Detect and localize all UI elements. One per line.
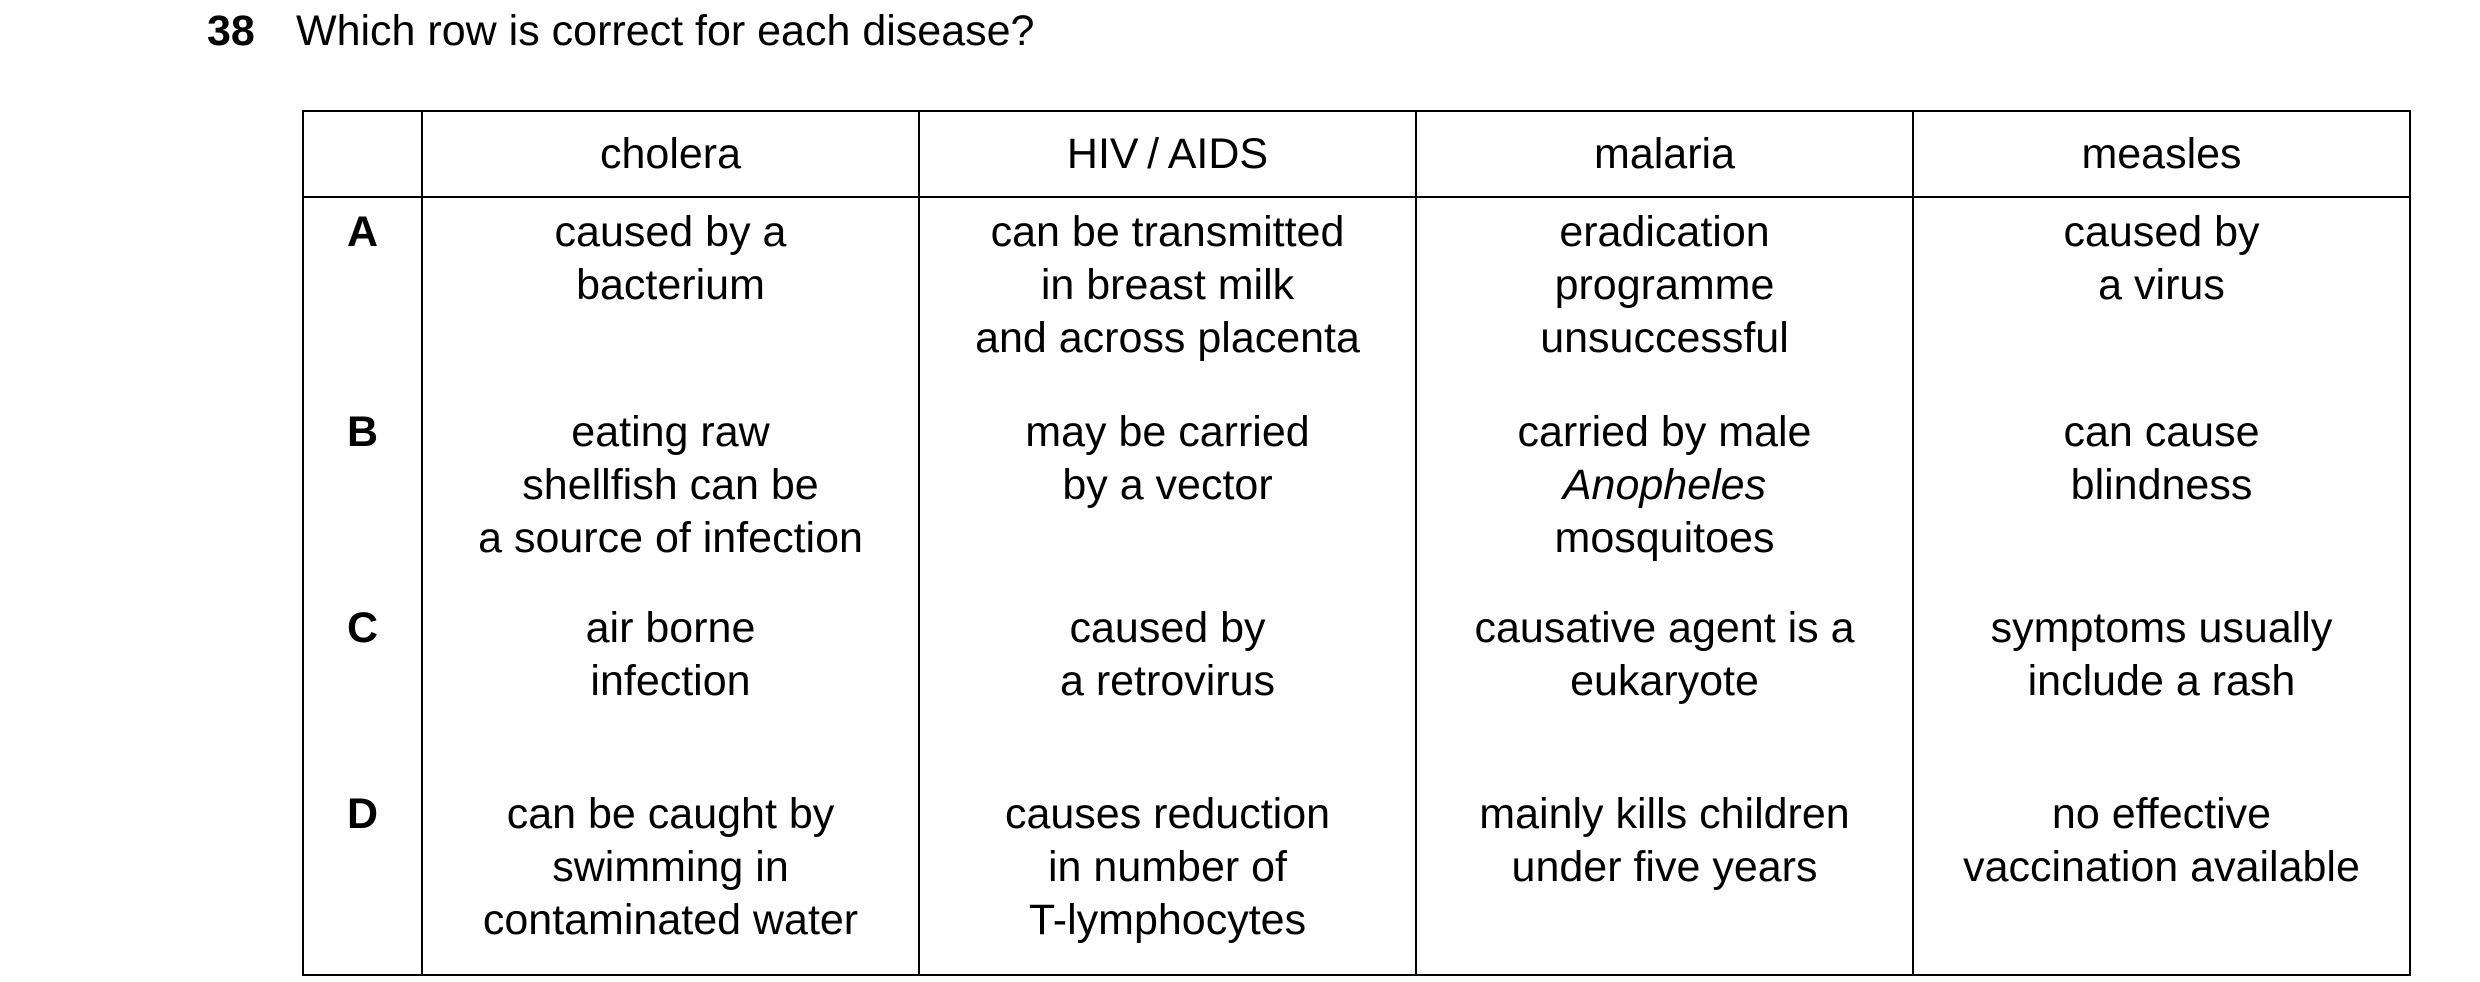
cell-line: include a rash <box>2027 657 2296 705</box>
cell-c-measles <box>1913 602 2410 788</box>
cell-b-hiv-aids <box>919 406 1416 602</box>
cell-line: symptoms usually <box>1990 604 2333 652</box>
cell-line: blindness <box>2070 461 2253 509</box>
cell-line: mainly kills children <box>1479 790 1850 838</box>
cell-line: a virus <box>2098 261 2225 309</box>
cell-line: mosquitoes <box>1554 514 1775 562</box>
cell-a-malaria <box>1416 197 1913 406</box>
cell-d-hiv-aids <box>919 788 1416 975</box>
cell-b-measles <box>1913 406 2410 602</box>
header-malaria: malaria <box>1416 111 1913 197</box>
question-text: Which row is correct for each disease? <box>296 7 1035 55</box>
cell-line: vaccination available <box>1963 843 2360 891</box>
header-cholera: cholera <box>422 111 919 197</box>
cell-line: unsuccessful <box>1540 314 1789 362</box>
cell-d-measles <box>1913 788 2410 975</box>
cell-line: causes reduction <box>1004 790 1331 838</box>
table-row-a <box>303 197 2410 406</box>
header-row <box>303 111 2410 197</box>
table-row-b <box>303 406 2410 602</box>
cell-line: infection <box>590 657 751 705</box>
cell-line: and across placenta <box>975 314 1360 362</box>
cell-line: a source of infection <box>478 514 863 562</box>
cell-line: caused by a <box>554 208 787 256</box>
row-key-a: A <box>303 197 422 406</box>
cell-line: eating raw <box>571 408 770 456</box>
cell-b-cholera <box>422 406 919 602</box>
question-number: 38 <box>207 7 255 55</box>
cell-line: eradication <box>1559 208 1770 256</box>
cell-line: caused by <box>1069 604 1266 652</box>
cell-line: in number of <box>1047 843 1288 891</box>
cell-line: carried by male <box>1517 408 1812 456</box>
cell-line: eukaryote <box>1570 657 1759 705</box>
cell-line: can be transmitted <box>990 208 1345 256</box>
header-key <box>303 111 422 197</box>
cell-line: can cause <box>2063 408 2260 456</box>
cell-line: T-lymphocytes <box>1028 896 1307 944</box>
cell-line: shellfish can be <box>522 461 819 509</box>
cell-line: no effective <box>2051 790 2272 838</box>
row-key-d: D <box>303 788 422 975</box>
row-key-c: C <box>303 602 422 788</box>
cell-d-malaria <box>1416 788 1913 975</box>
cell-line: under five years <box>1511 843 1818 891</box>
cell-c-malaria <box>1416 602 1913 788</box>
cell-d-cholera <box>422 788 919 975</box>
cell-line: in breast milk <box>1040 261 1295 309</box>
cell-line: contaminated water <box>482 896 859 944</box>
header-hiv-aids: HIV / AIDS <box>919 111 1416 197</box>
cell-line: by a vector <box>1062 461 1273 509</box>
cell-line: bacterium <box>576 261 765 309</box>
cell-b-malaria <box>1416 406 1913 602</box>
header-measles: measles <box>1913 111 2410 197</box>
cell-c-cholera <box>422 602 919 788</box>
cell-line-italic: Anopheles <box>1562 461 1767 509</box>
cell-line: air borne <box>585 604 756 652</box>
row-key-b: B <box>303 406 422 602</box>
cell-line: can be caught by <box>506 790 835 838</box>
cell-line: may be carried <box>1025 408 1310 456</box>
cell-line: programme <box>1554 261 1775 309</box>
cell-a-cholera <box>422 197 919 406</box>
cell-c-hiv-aids <box>919 602 1416 788</box>
cell-line: causative agent is a <box>1474 604 1855 652</box>
cell-a-hiv-aids <box>919 197 1416 406</box>
cell-a-measles <box>1913 197 2410 406</box>
cell-line: swimming in <box>552 843 789 891</box>
table-row-d <box>303 788 2410 975</box>
cell-line: caused by <box>2063 208 2260 256</box>
disease-table <box>302 110 2411 976</box>
table-row-c <box>303 602 2410 788</box>
cell-line: a retrovirus <box>1059 657 1276 705</box>
